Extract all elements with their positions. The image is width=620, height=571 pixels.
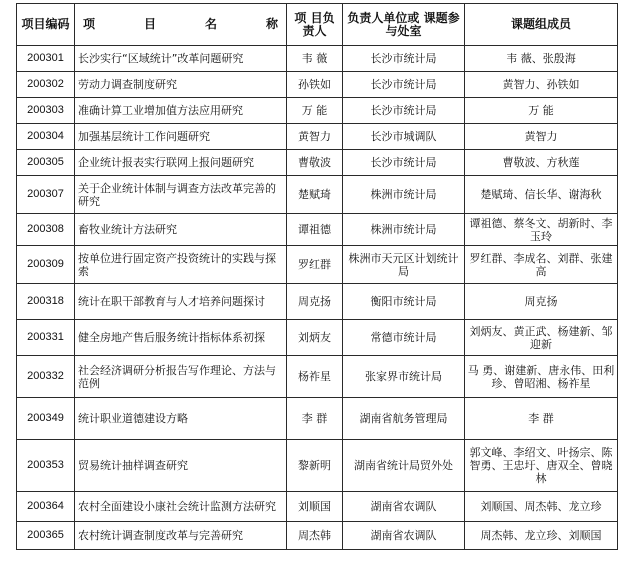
- table-row: [17, 320, 618, 356]
- cell-unit: 衡阳市统计局: [343, 284, 465, 320]
- table-row: [17, 440, 618, 492]
- cell-code: 200331: [17, 320, 75, 356]
- cell-unit: 湖南省农调队: [343, 522, 465, 550]
- cell-code: 200302: [17, 72, 75, 98]
- cell-leader: 黎新明: [287, 440, 343, 492]
- table-row: [17, 150, 618, 176]
- cell-leader: 韦 薇: [287, 46, 343, 72]
- cell-leader: 刘炳友: [287, 320, 343, 356]
- cell-project: 劳动力调查制度研究: [75, 72, 287, 98]
- cell-code: 200304: [17, 124, 75, 150]
- table-row: [17, 398, 618, 440]
- cell-members: 万 能: [465, 98, 618, 124]
- cell-leader: 曹敬波: [287, 150, 343, 176]
- cell-members: 黄智力、孙铁如: [465, 72, 618, 98]
- cell-code: 200365: [17, 522, 75, 550]
- cell-project: 社会经济调研分析报告写作理论、方法与范例: [75, 356, 287, 398]
- header-project-char: 称: [265, 17, 278, 31]
- cell-project: 农村统计调查制度改革与完善研究: [75, 522, 287, 550]
- header-row: [17, 4, 618, 46]
- cell-unit: 常德市统计局: [343, 320, 465, 356]
- cell-project: 准确计算工业增加值方法应用研究: [75, 98, 287, 124]
- cell-unit: 湖南省统计局贸外处: [343, 440, 465, 492]
- header-project: [75, 4, 287, 46]
- cell-members: 郭文峰、李绍文、叶扬宗、陈智勇、王忠圩、唐双全、曾晓林: [465, 440, 618, 492]
- cell-unit: 株洲市统计局: [343, 214, 465, 246]
- cell-unit: 湖南省农调队: [343, 492, 465, 522]
- cell-members: 谭祖德、蔡冬文、胡新时、李玉玲: [465, 214, 618, 246]
- table-row: [17, 492, 618, 522]
- cell-leader: 杨祚星: [287, 356, 343, 398]
- cell-members: 楚赋琦、信长华、谢海秋: [465, 176, 618, 214]
- cell-members: 马 勇、谢建新、唐永伟、田利珍、曾昭湘、杨祚星: [465, 356, 618, 398]
- cell-unit: 长沙市统计局: [343, 72, 465, 98]
- cell-members: 周杰韩、龙立珍、刘顺国: [465, 522, 618, 550]
- cell-unit: 长沙市统计局: [343, 98, 465, 124]
- header-code: 项目编码: [17, 4, 75, 46]
- cell-members: 韦 薇、张殷海: [465, 46, 618, 72]
- cell-members: 李 群: [465, 398, 618, 440]
- cell-leader: 谭祖德: [287, 214, 343, 246]
- cell-code: 200307: [17, 176, 75, 214]
- cell-unit: 长沙市统计局: [343, 150, 465, 176]
- project-table: [16, 3, 618, 550]
- header-members: 课题组成员: [465, 4, 618, 46]
- cell-unit: 长沙市统计局: [343, 46, 465, 72]
- cell-leader: 李 群: [287, 398, 343, 440]
- cell-code: 200353: [17, 440, 75, 492]
- cell-code: 200309: [17, 246, 75, 284]
- cell-code: 200332: [17, 356, 75, 398]
- cell-leader: 孙铁如: [287, 72, 343, 98]
- cell-code: 200303: [17, 98, 75, 124]
- table-row: [17, 72, 618, 98]
- header-project-char: 名: [204, 17, 217, 31]
- cell-members: 刘炳友、黄正武、杨建新、邹迎新: [465, 320, 618, 356]
- cell-members: 罗红群、李成名、刘群、张建高: [465, 246, 618, 284]
- cell-members: 周克扬: [465, 284, 618, 320]
- header-project-char: 项: [83, 17, 96, 31]
- cell-leader: 周杰韩: [287, 522, 343, 550]
- table-row: [17, 522, 618, 550]
- cell-project: 统计职业道德建设方略: [75, 398, 287, 440]
- cell-leader: 楚赋琦: [287, 176, 343, 214]
- table-row: [17, 284, 618, 320]
- header-project-char: 目: [143, 17, 156, 31]
- cell-project: 农村全面建设小康社会统计监测方法研究: [75, 492, 287, 522]
- cell-unit: 株洲市天元区计划统计局: [343, 246, 465, 284]
- cell-code: 200349: [17, 398, 75, 440]
- cell-leader: 刘顺国: [287, 492, 343, 522]
- cell-code: 200301: [17, 46, 75, 72]
- table-row: [17, 124, 618, 150]
- cell-unit: 株洲市统计局: [343, 176, 465, 214]
- cell-leader: 周克扬: [287, 284, 343, 320]
- cell-leader: 黄智力: [287, 124, 343, 150]
- cell-code: 200318: [17, 284, 75, 320]
- cell-project: 畜牧业统计方法研究: [75, 214, 287, 246]
- cell-project: 加强基层统计工作问题研究: [75, 124, 287, 150]
- cell-unit: 长沙市城调队: [343, 124, 465, 150]
- cell-project: 长沙实行“区域统计”改革问题研究: [75, 46, 287, 72]
- cell-project: 按单位进行固定资产投资统计的实践与探索: [75, 246, 287, 284]
- header-leader: 项 目负责人: [287, 4, 343, 46]
- cell-leader: 万 能: [287, 98, 343, 124]
- cell-project: 健全房地产售后服务统计指标体系初探: [75, 320, 287, 356]
- cell-project: 统计在职干部教育与人才培养问题探讨: [75, 284, 287, 320]
- cell-members: 黄智力: [465, 124, 618, 150]
- cell-code: 200308: [17, 214, 75, 246]
- table-row: [17, 356, 618, 398]
- table-header: [17, 4, 618, 46]
- cell-unit: 张家界市统计局: [343, 356, 465, 398]
- cell-unit: 湖南省航务管理局: [343, 398, 465, 440]
- table-row: [17, 176, 618, 214]
- header-unit: 负责人单位或 课题参与处室: [343, 4, 465, 46]
- table-row: [17, 98, 618, 124]
- cell-members: 刘顺国、周杰韩、龙立珍: [465, 492, 618, 522]
- cell-leader: 罗红群: [287, 246, 343, 284]
- cell-project: 关于企业统计体制与调查方法改革完善的研究: [75, 176, 287, 214]
- table-row: [17, 214, 618, 246]
- cell-code: 200364: [17, 492, 75, 522]
- cell-code: 200305: [17, 150, 75, 176]
- table-row: [17, 46, 618, 72]
- cell-project: 企业统计报表实行联网上报问题研究: [75, 150, 287, 176]
- cell-project: 贸易统计抽样调查研究: [75, 440, 287, 492]
- cell-members: 曹敬波、方秋莲: [465, 150, 618, 176]
- table-row: [17, 246, 618, 284]
